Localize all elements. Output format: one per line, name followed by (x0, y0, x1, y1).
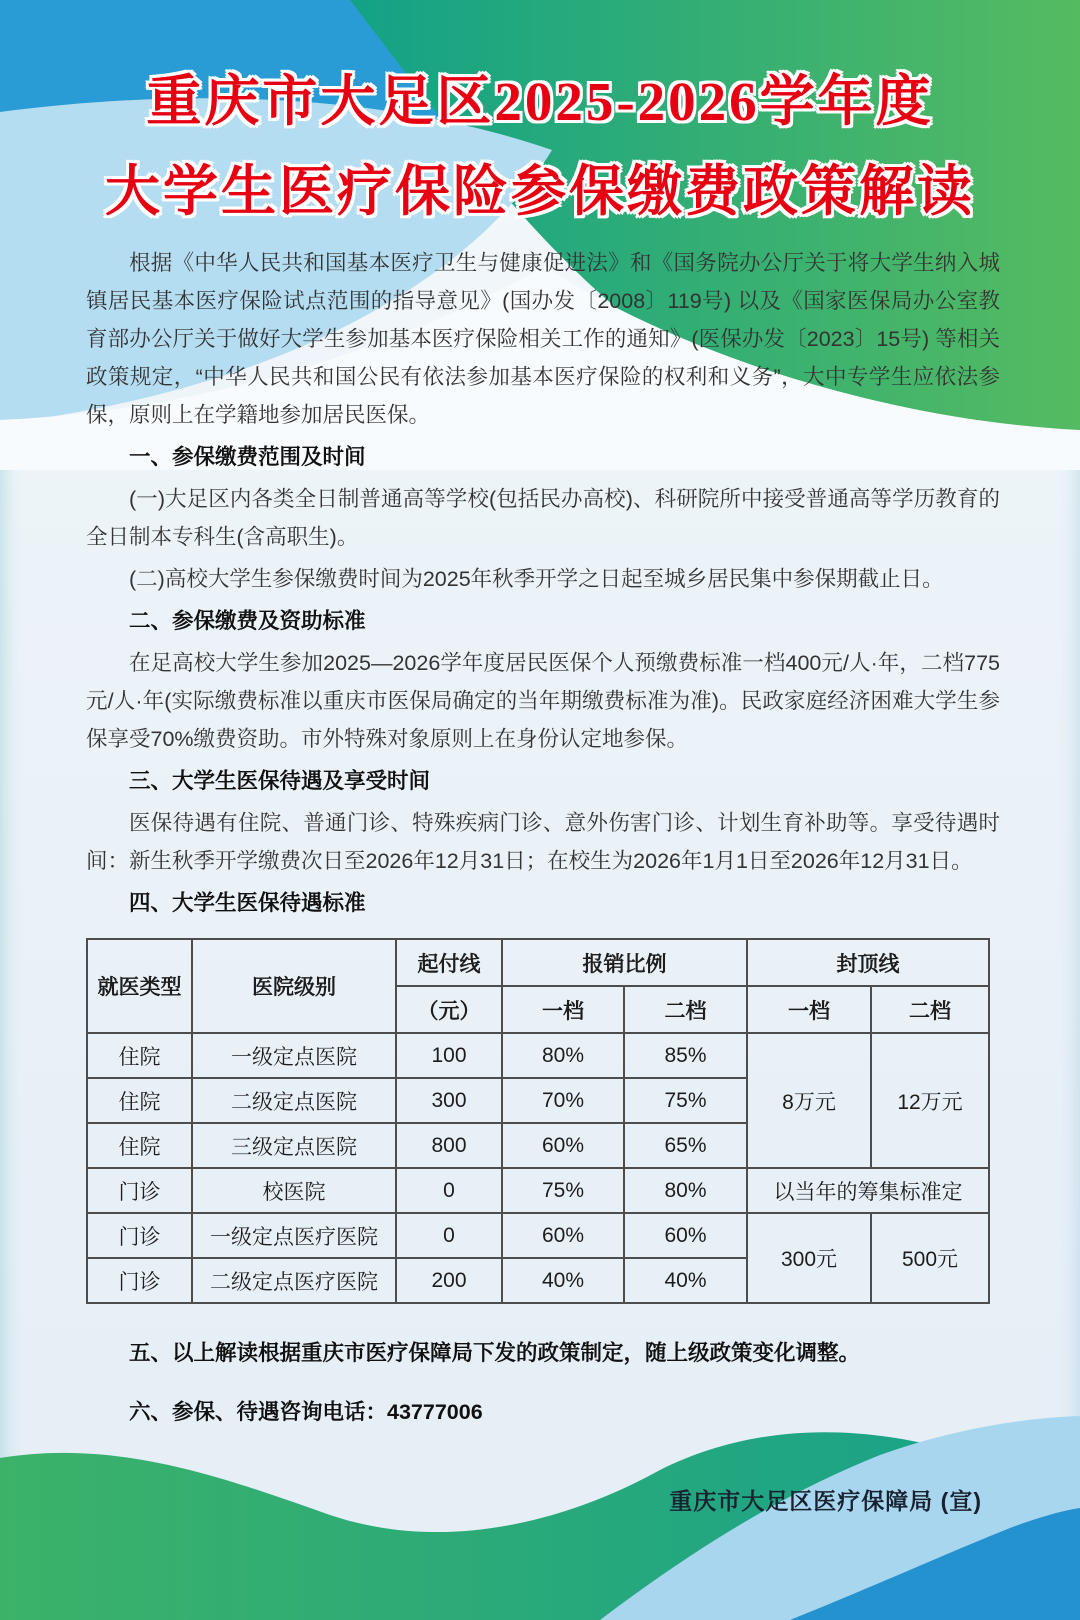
cell-ratio-tier2: 65% (624, 1123, 747, 1168)
cell-deductible: 800 (396, 1123, 502, 1168)
cell-cap-outpatient-tier1: 300元 (747, 1213, 871, 1303)
cell-visit-type: 住院 (87, 1123, 192, 1168)
section-3-heading: 三、大学生医保待遇及享受时间 (129, 769, 431, 793)
cell-ratio-tier1: 80% (502, 1033, 624, 1078)
header-ratio-tier2: 二档 (624, 986, 747, 1033)
table-row (87, 1168, 989, 1213)
cell-hospital-level: 二级定点医疗医院 (192, 1258, 396, 1303)
cell-ratio-tier1: 40% (502, 1258, 624, 1303)
section-4-heading: 四、大学生医保待遇标准 (129, 891, 366, 915)
section-1-paragraph-1: (一)大足区内各类全日制普通高等学校(包括民办高校)、科研院所中接受普通高等学历教育的全日制本专科生(含高职生)。 (86, 487, 1000, 549)
cell-deductible: 300 (396, 1078, 502, 1123)
cell-ratio-tier2: 80% (624, 1168, 747, 1213)
cell-deductible: 0 (396, 1213, 502, 1258)
section-2-paragraph-1: 在足高校大学生参加2025—2026学年度居民医保个人预缴费标准一档400元/人·年，二档775元/人·年(实际缴费标准以重庆市医保局确定的当年期缴费标准为准)。民政家庭经济困难大学生参保享受70%缴费资助。市外特殊对象原则上在身份认定地参保。 (86, 651, 1000, 751)
title-line-1: 重庆市大足区2025-2026学年度 (146, 71, 934, 132)
cell-ratio-tier1: 70% (502, 1078, 624, 1123)
benefit-standard-table (86, 938, 990, 1304)
cell-ratio-tier2: 85% (624, 1033, 747, 1078)
note-hotline: 六、参保、待遇咨询电话：43777006 (129, 1400, 483, 1424)
header-ratio-tier1: 一档 (502, 986, 624, 1033)
cell-ratio-tier2: 75% (624, 1078, 747, 1123)
intro-paragraph: 根据《中华人民共和国基本医疗卫生与健康促进法》和《国务院办公厅关于将大学生纳入城镇居民基本医疗保险试点范围的指导意见》(国办发〔2008〕119号) 以及《国家医保局办公室教育部办公厅关于做好大学生参加基本医疗保险相关工作的通知》(医保办发〔2023〕15号) 等相关政策规定，“中华人民共和国公民有依法参加基本医疗保险的权利和义务”，大中专学生应依法参保，原则上在学籍地参加居民医保。 (86, 251, 1000, 427)
cell-visit-type: 门诊 (87, 1258, 192, 1303)
header-hospital-level: 医院级别 (192, 939, 396, 1033)
note-policy-basis: 五、以上解读根据重庆市医疗保障局下发的政策制定，随上级政策变化调整。 (129, 1341, 861, 1365)
section-3-paragraph-1: 医保待遇有住院、普通门诊、特殊疾病门诊、意外伤害门诊、计划生育补助等。享受待遇时间：新生秋季开学缴费次日至2026年12月31日；在校生为2026年1月1日至2026年12月31日。 (86, 811, 1000, 873)
header-cap-line: 封顶线 (747, 939, 989, 986)
cell-ratio-tier1: 75% (502, 1168, 624, 1213)
cell-visit-type: 门诊 (87, 1168, 192, 1213)
table-header-row-1 (87, 939, 989, 986)
cell-hospital-level: 三级定点医院 (192, 1123, 396, 1168)
cell-ratio-tier2: 40% (624, 1258, 747, 1303)
cell-visit-type: 门诊 (87, 1213, 192, 1258)
cell-cap-inpatient-tier2: 12万元 (871, 1033, 989, 1168)
cell-visit-type: 住院 (87, 1033, 192, 1078)
cell-cap-outpatient-tier2: 500元 (871, 1213, 989, 1303)
cell-ratio-tier1: 60% (502, 1123, 624, 1168)
section-2-heading: 二、参保缴费及资助标准 (129, 609, 366, 633)
cell-visit-type: 住院 (87, 1078, 192, 1123)
header-deductible-unit: （元） (396, 986, 502, 1033)
policy-content (0, 244, 1080, 1431)
cell-hospital-level: 一级定点医院 (192, 1033, 396, 1078)
section-1-paragraph-2: (二)高校大学生参保缴费时间为2025年秋季开学之日起至城乡居民集中参保期截止日。 (129, 567, 944, 591)
header-visit-type: 就医类型 (87, 939, 192, 1033)
section-1-heading: 一、参保缴费范围及时间 (129, 445, 366, 469)
title-line-2: 大学生医疗保险参保缴费政策解读 (104, 161, 975, 222)
header-cap-tier2: 二档 (871, 986, 989, 1033)
issuer-signature: 重庆市大足区医疗保障局 (宣) (669, 1488, 982, 1514)
cell-deductible: 100 (396, 1033, 502, 1078)
cell-cap-inpatient-tier1: 8万元 (747, 1033, 871, 1168)
poster-title (0, 0, 1080, 230)
cell-hospital-level: 校医院 (192, 1168, 396, 1213)
cell-cap-school-clinic: 以当年的筹集标准定 (747, 1168, 989, 1213)
cell-deductible: 0 (396, 1168, 502, 1213)
header-deductible: 起付线 (396, 939, 502, 986)
cell-hospital-level: 二级定点医院 (192, 1078, 396, 1123)
table-row (87, 1213, 989, 1258)
cell-ratio-tier2: 60% (624, 1213, 747, 1258)
header-reimburse-ratio: 报销比例 (502, 939, 747, 986)
header-cap-tier1: 一档 (747, 986, 871, 1033)
table-row (87, 1033, 989, 1078)
cell-hospital-level: 一级定点医疗医院 (192, 1213, 396, 1258)
cell-ratio-tier1: 60% (502, 1213, 624, 1258)
cell-deductible: 200 (396, 1258, 502, 1303)
